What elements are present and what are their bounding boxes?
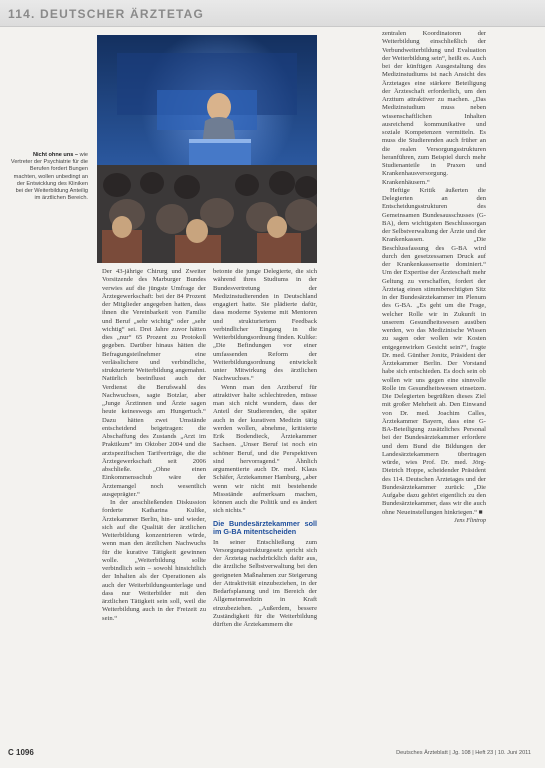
caption-lead: Nicht ohne uns – [32, 152, 79, 158]
paragraph: zentralen Koordinatoren der Weiterbildung einschließlich der Verbundweiterbildung und Evaluation der Weiterbildung sein“, heißt es. Auch bei der künftigen Ausgestaltung des Medizinstudiums ist nach Ansicht des Ärztetages eine stärkere Beteiligung der Ärzteschaft erforderlich, um den Arzttum attraktiver zu machen. „Das Medizinstudium muss neben wissenschaftlichen Inhalten ausreichend kommunikative und soziale Kompetenzen vermitteln. Es muss die Studierenden auch früher an die realen Versorgungsstrukturen heranführen, zum Beispiel durch mehr Studienanteile in Praxen und Krankenhausversorgung. Krankenhäusern.“ [382, 30, 486, 186]
conference-photo [97, 35, 317, 263]
section-title: 114. DEUTSCHER ÄRZTETAG [8, 7, 205, 21]
section-header [0, 0, 545, 27]
article-column-2 [213, 268, 317, 629]
caption-body: wie Vertreter der Psychiatrie für die Berufen fordert Bungen machten, wollen unbedingt an der Entwicklung des Kliniken bei der Weiterbildung Anteilig im ärztlichen Bereich. [10, 152, 88, 202]
photo-illustration [97, 35, 317, 263]
paragraph: Wenn man den Arztberuf für attraktiver halte schlechtreden, müsse man sich nicht wundern, dass der Anteil der Studierenden, die später auch in der kurativen Medizin tätig werden wollen, abnehme, kritisierte Erik Bodendieck, Ärztekammer Sachsen. „Unser Beruf ist noch ein schöner Beruf, und die Perspektiven sind hervorragend.“ Ähnlich argumentierte auch Dr. med. Klaus Schäfer, Ärztekammer Hamburg, „aber wenn wir nicht mit bestehende Missstände aufmerksam machen, können auch die Politik und es ändert sich nichts.“ [213, 383, 317, 515]
paragraph: Heftige Kritik äußerten die Delegierten an den Entscheidungsstrukturen des Gemeinsamen Bundesausschusses (G-BA), dem wichtigsten Beschlussorgan der Selbstverwaltung der Ärzte und der Krankenkassen. „Die Beschlussfassung des G-BA wird durch den gesetzessamen Druck auf der Krankenkassenseite dominiert.“ Um der Expertise der Ärzteschaft mehr Geltung zu verschaffen, fordert der Ärztetag einen stimmberechtigten Sitz in der Bundesärztekammer im Plenum des G-BA. „Es geht um die Frage, welcher Rolle wir in Zukunft in unserem Gesundheitswesen ausüben werden, wo das Medizinische Wissen zu sagen oder wollen wir Kosten entgegenwirken Gesicht sein?“, fragte Dr. med. Günther Jonitz, Präsident der Ärztekammer Berlin. Der Vorstand habe sich entschieden. Es doch sein ob wollen wir uns gegen eine sinnvolle Rolle im Gesundheitswesen einsetzen. Die Delegierten begrüßten dieses Ziel mit großer Mehrheit ab. Den Einwand von Dr. med. Joachim Calles, Ärztekammer Bayern, dass eine G-BA-Beteiligung zusätzliches Personal bei der Bundesärztekammer erfordere und dem Bund die Bildungen der Landesärztekammern übertragen würde, wies Prof. Dr. med. Jörg-Dietrich Hoppe, scheidender Präsident des 114. Deutschen Ärztetages und der Bundesärztekammer zurück: „Die Aufgabe dazu gehört eigentlich zu den Bundesärztekammer, dass wir die auch ohne Neueinstellungen hinkriegen.“ ■ [382, 186, 486, 516]
photo-caption [10, 152, 88, 202]
author-name: Jens Flintrop [454, 517, 486, 524]
paragraph: In seiner Entschließung zum Versorgungsstrukturgesetz spricht sich der Ärztetag nachdrücklich dafür aus, die ärztliche Selbstverwaltung bei den geeigneten Maßnahmen zur Steigerung der Attraktivität einzubeziehen, in der Bedarfsplanung und im Bereich der Allgemeinmedizin in Kraft einzubeziehen. „Außerdem, bessere Zuständigkeit für die Weiterbildung dürften die Ärztekammern die [213, 538, 317, 629]
article-column-3 [382, 30, 486, 525]
article-column-1 [102, 268, 206, 623]
paragraph: Der 43-jährige Chirurg und Zweiter Vorsitzende des Marburger Bundes verwies auf die jüngste Umfrage der Ärztegewerkschaft: bei der 84 Prozent der Mitglieder angegeben hatten, dass ihnen die Vereinbarkeit von Familie und Beruf „sehr wichtig“ oder „sehr wichtig“ sei. Drei Jahre zuvor hätten dies „nur“ 65 Prozent zu Protokoll gegeben. Darüber hinaus hätten die Befragungsteilnehmer eine verlässlichere und verbindliche, strukturierte Weiterbildung angemahnt. Natürlich beeinflusst auch der Verdienst die Berufswahl des Nachwuchses, sagte Botzlar, aber „Junge Ärztinnen und Ärzte sagen heute keineswegs am Hungertuch.“ Dazu hätten zwei Umstände entscheidend beigetragen: die Abschaffung des Zustands „Arzt im Praktikum“ im Oktober 2004 und die arztspezifischen Tarifverträge, die die Ärztegewerkschaft seit 2006 abschließe. „Ohne einen Einkommensschub wäre der Ärztemangel noch wesentlich ausgeprägter.“ [102, 268, 206, 498]
page-number: C 1096 [8, 748, 34, 757]
journal-citation: Deutsches Ärzteblatt | Jg. 108 | Heft 23 | 10. Juni 2011 [396, 750, 531, 756]
paragraph: betonte die junge Delegierte, die sich während ihres Studiums in der Bundesvertretung der Medizinstudierenden in Deutschland engagiert hatte. Sie plädierte dafür, dass moderne Systeme mit Mentoren und strukturiertem Feedback verbindlicher Eingang in die Weiterbildungsordnung finden. Kulike: „Die Befindungen vor einer umfassenden Reform der Weiterbildungsordnung entwickelt unter Mitwirkung des ärztlichen Nachwuchses.“ [213, 268, 317, 383]
paragraph: In der anschließenden Diskussion forderte Katharina Kulike, Ärztekammer Berlin, hin- und wieder, sich auf die Qualität der ärztlichen Weiterbildung konzentrieren würde, wenn man den ärztlichen Nachwuchs für die kurative Tätigkeit gewinnen wolle. „Weiterbildung sollte verbindlich sein – sowohl hinsichtlich der Inhalten als der Operationen als auch der Weiterbildungsunterlage und dass nur Weiterbilder mit den ärztlichen Tätigkeit sein soll, weil die Weiterbildung auch in der Freizeit zu sein.“ [102, 499, 206, 622]
article-subhead: Die Bundesärztekammer soll im G-BA mitentscheiden [213, 518, 317, 537]
